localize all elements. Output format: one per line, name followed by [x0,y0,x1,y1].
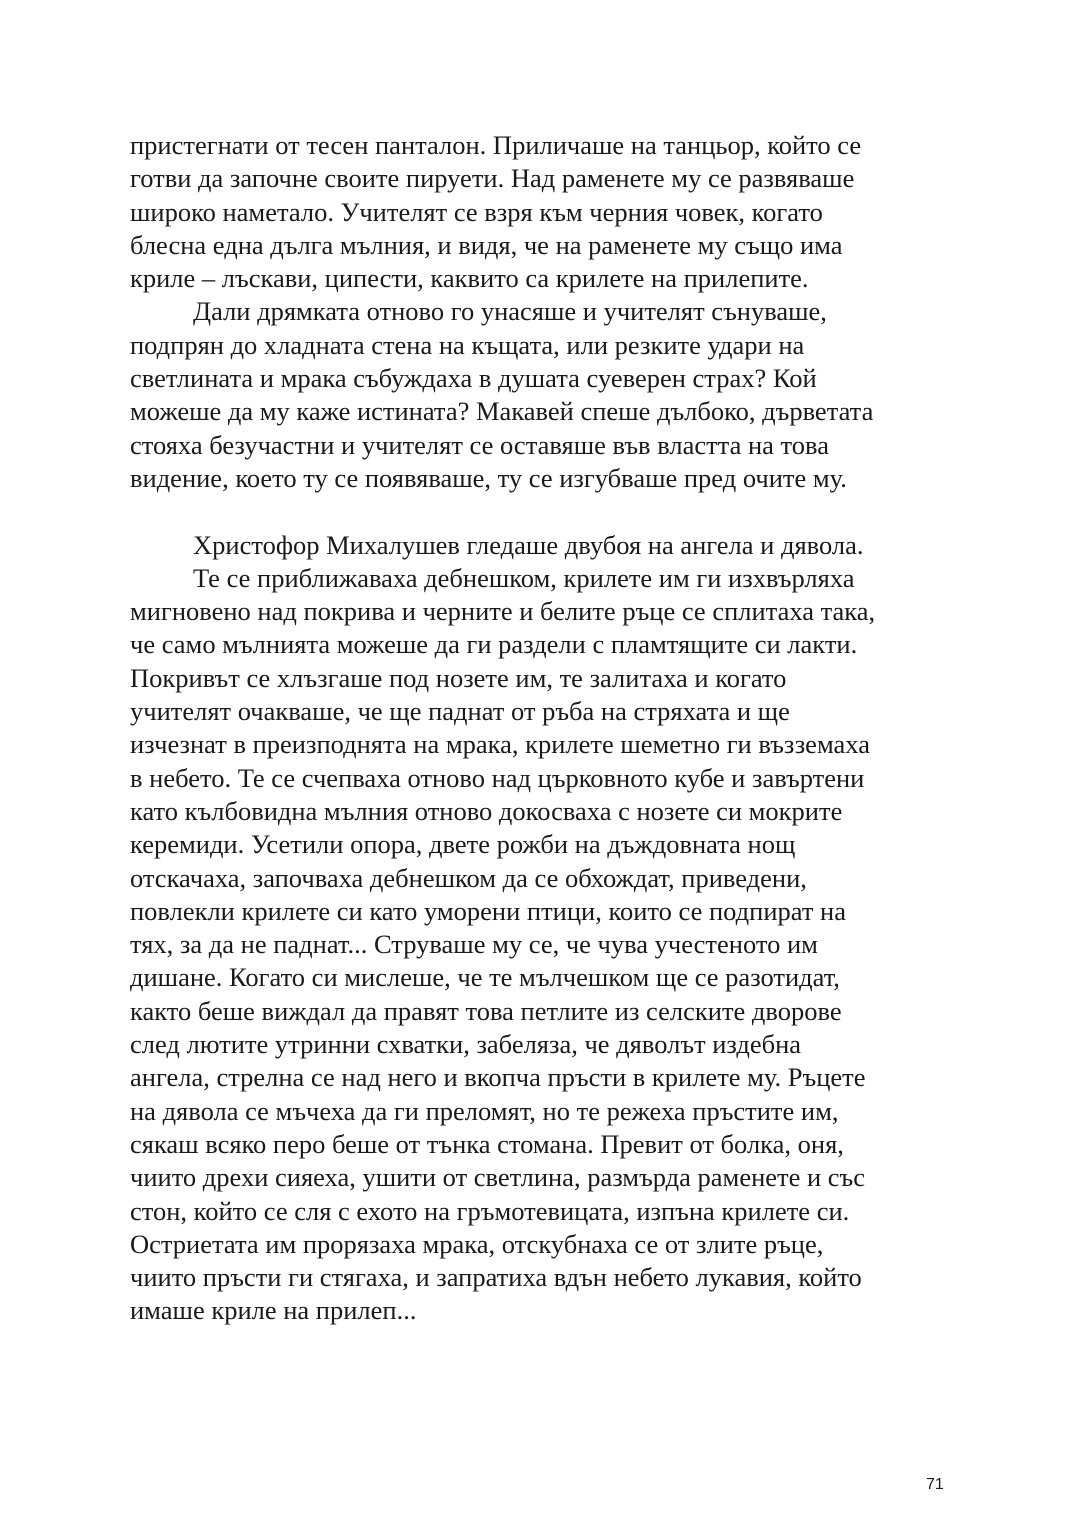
text-line: тях, за да не паднат... Струваше му се, че чува учестеното им [130,929,818,960]
text-line: готви да започне своите пируети. Над раменете му се развяваше [130,163,855,194]
text-line: имаше криле на прилеп... [130,1295,417,1326]
body-text [130,129,960,1328]
text-line: като кълбовидна мълния отново докосваха с нозете си мокрите [130,795,843,826]
text-line: сякаш всяко перо беше от тънка стомана. Превит от болка, оня, [130,1128,844,1159]
text-line: изчезнат в преизподнята на мрака, крилете шеметно ги възземаха [130,729,870,760]
text-line: че само мълнията можеше да ги раздели с пламтящите си лакти. [130,629,858,660]
paragraph [130,562,960,1328]
text-line: след лютите утринни схватки, забеляза, че дяволът издебна [130,1029,802,1060]
text-line: Христофор Михалушев гледаше двубоя на ангела и дявола. [193,529,864,560]
text-line: криле – лъскави, ципести, каквито са крилете на прилепите. [130,263,809,294]
text-line: повлекли крилете си като уморени птици, които се подпират на [130,895,846,926]
text-line: Те се приближаваха дебнешком, крилете им ги изхвърляха [193,562,855,593]
text-line: Дали дрямката отново го унасяше и учителят сънуваше, [193,296,827,327]
text-line: пристегнати от тесен панталон. Приличаше на танцьор, който се [130,130,862,160]
text-line: в небето. Те се счепваха отново над църковното кубе и завъртени [130,762,865,793]
text-line: светлината и мрака събуждаха в душата суеверен страх? Кой [130,363,817,394]
paragraph [130,129,960,295]
text-line: учителят очакваше, че ще паднат от ръба на стряхата и ще [130,696,790,727]
page-number: 71 [926,1476,944,1493]
text-line: отскачаха, започваха дебнешком да се обхождат, приведени, [130,862,807,893]
text-line: стон, който се сля с ехото на гръмотевицата, изпъна крилете си. [130,1195,850,1226]
text-line: чиито дрехи сияеха, ушити от светлина, размърда раменете и със [130,1162,866,1193]
text-line: можеше да му каже истината? Макавей спеше дълбоко, дърветата [130,396,874,427]
text-line: както беше виждал да правят това петлите из селските дворове [130,995,842,1026]
text-line: стояха безучастни и учителят се оставяше във властта на това [130,429,829,460]
paragraph [130,529,960,562]
text-line: видение, което ту се появяваше, ту се изгубваше пред очите му. [130,462,847,493]
text-line: на дявола се мъчеха да ги преломят, но те режеха пръстите им, [130,1095,839,1126]
text-line: широко наметало. Учителят се взря към черния човек, когато [130,196,823,227]
section-break [130,495,960,528]
text-line: чиито пръсти ги стягаха, и запратиха вдън небето лукавия, който [130,1262,862,1293]
text-line: блесна една дълга мълния, и видя, че на раменете му също има [130,229,843,260]
text-line: Остриетата им прорязаха мрака, отскубнаха се от злите ръце, [130,1228,824,1259]
text-line: ангела, стрелна се над него и вкопча пръсти в крилете му. Ръцете [130,1062,866,1093]
text-line: керемиди. Усетили опора, двете рожби на дъждовната нощ [130,829,796,860]
text-line: подпрян до хладната стена на къщата, или резките удари на [130,329,805,360]
text-line: мигновено над покрива и черните и белите ръце се сплитаха така, [130,596,876,627]
text-line: Покривът се хлъзгаше под нозете им, те залитаха и когато [130,662,787,693]
paragraph [130,295,960,495]
text-line: дишане. Когато си мислеше, че те мълчешком ще се разотидат, [130,962,840,993]
